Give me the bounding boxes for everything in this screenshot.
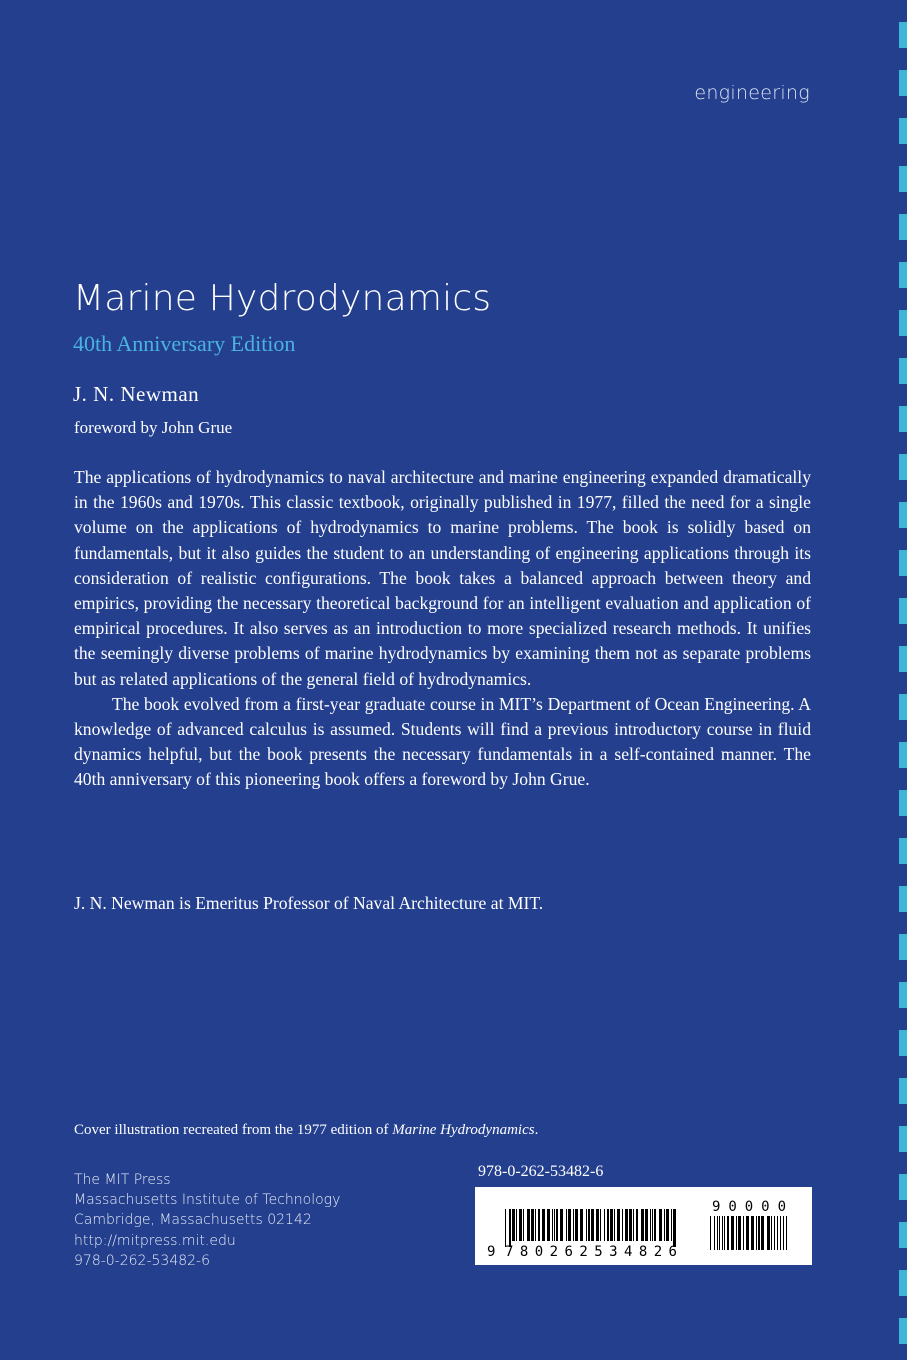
category-label: engineering [694, 82, 810, 104]
barcode-bar [625, 1209, 628, 1241]
barcode-main-digits: 780262534826 [505, 1244, 677, 1260]
isbn-barcode [475, 1187, 812, 1265]
barcode-bar [600, 1209, 601, 1241]
barcode-bar [654, 1209, 656, 1241]
barcode-bar [604, 1209, 605, 1241]
barcode-bar [622, 1209, 623, 1241]
barcode-bar [771, 1216, 772, 1250]
barcode-bar [607, 1209, 609, 1241]
barcode-bar [586, 1209, 587, 1241]
barcode-bar [516, 1209, 517, 1241]
cover-credit [74, 1122, 538, 1139]
barcode-bar [717, 1216, 718, 1250]
barcode-bar [610, 1209, 613, 1241]
cover-credit-prefix: Cover illustration recreated from the 1977 edition of [74, 1122, 393, 1138]
cover-credit-suffix: . [534, 1122, 539, 1138]
barcode-graphic [475, 1187, 812, 1265]
barcode-bar [731, 1216, 734, 1250]
barcode-bar [596, 1209, 599, 1241]
barcode-bar [714, 1216, 715, 1250]
barcode-bar [743, 1216, 744, 1250]
barcode-bar [575, 1209, 578, 1241]
barcode-bar [666, 1209, 669, 1241]
barcode-bar [774, 1216, 775, 1250]
barcode-bar [758, 1216, 760, 1250]
barcode-price-bars [710, 1216, 787, 1250]
barcode-bar [719, 1216, 720, 1250]
barcode-bar [751, 1216, 754, 1250]
description-paragraph: The book evolved from a first-year graduate course in MIT’s Department of Ocean Engineering. A knowledge of advanced calculus is assumed. Students will find a previous introductory course in fluid dynamics helpful, but the book presents the necessary fundamentals in a self-contained manner. The 40th anniversary of this pioneering book offers a foreword by John Grue. [74, 693, 811, 790]
barcode-bar [535, 1209, 536, 1241]
barcode-bar [786, 1216, 787, 1250]
barcode-bar [554, 1209, 555, 1241]
barcode-bar [591, 1209, 594, 1241]
barcode-bar [566, 1209, 567, 1241]
barcode-bar [542, 1209, 545, 1241]
foreword-credit: foreword by John Grue [74, 418, 233, 437]
barcode-bar [580, 1209, 583, 1241]
description-paragraph: The applications of hydrodynamics to naval architecture and marine engineering expanded dramatically in the 1960s and 1970s. This classic textbook, originally published in 1977, filled the need for a single volume on the applications of hydrodynamics to marine problems. The book is solidly based on fundamentals, but it also guides the student to an understanding of engineering applications through its consideration of realistic configurations. The book takes a balanced approach between theory and empirics, providing the necessary theoretical background for an intelligent evaluation and application of empirical procedures. It also serves as an introduction to more specialized research methods. It unifies the seemingly diverse problems of marine hydrodynamics by examining them not as separate problems but as related applications of the general field of hydrodynamics. [74, 467, 811, 689]
barcode-bar [746, 1216, 749, 1250]
publisher-address: Cambridge, Massachusetts 02142 [74, 1212, 312, 1229]
barcode-bar [531, 1209, 534, 1241]
barcode-bar [664, 1209, 665, 1241]
barcode-bar [736, 1216, 737, 1250]
barcode-bar [527, 1209, 530, 1241]
publisher-isbn: 978-0-262-53482-6 [74, 1252, 211, 1269]
barcode-isbn-label: 978-0-262-53482-6 [478, 1163, 604, 1180]
barcode-bar [645, 1209, 648, 1241]
barcode-bar [727, 1216, 729, 1250]
barcode-bar [780, 1216, 781, 1250]
barcode-bar [710, 1216, 711, 1250]
barcode-bar [509, 1209, 511, 1247]
barcode-bar [614, 1209, 615, 1241]
barcode-bar [650, 1209, 651, 1241]
barcode-bar [560, 1209, 563, 1241]
barcode-bar [738, 1216, 741, 1250]
book-description [74, 465, 811, 793]
barcode-main-bars [505, 1209, 676, 1247]
barcode-bar [659, 1209, 662, 1241]
publisher-institution: Massachusetts Institute of Technology [74, 1192, 341, 1209]
edition-subtitle: 40th Anniversary Edition [73, 331, 296, 356]
barcode-bar [652, 1209, 653, 1241]
barcode-bar [588, 1209, 590, 1241]
barcode-bar [673, 1209, 676, 1247]
cover-credit-book-title: Marine Hydrodynamics [392, 1122, 535, 1138]
barcode-bar [641, 1209, 644, 1241]
barcode-bar [761, 1216, 764, 1250]
barcode-bar [519, 1209, 522, 1241]
publisher-name: The MIT Press [74, 1172, 171, 1188]
barcode-bar [767, 1216, 770, 1250]
barcode-bar [636, 1209, 638, 1241]
publisher-url: http://mitpress.mit.edu [74, 1232, 236, 1249]
barcode-bar [547, 1209, 550, 1241]
barcode-bar [756, 1216, 757, 1250]
barcode-bar [724, 1216, 725, 1250]
barcode-bar [617, 1209, 620, 1241]
barcode-bar [556, 1209, 558, 1241]
book-title: Marine Hydrodynamics [73, 278, 492, 319]
barcode-bar [671, 1209, 672, 1241]
publisher-block [74, 1170, 340, 1271]
barcode-bar [629, 1209, 632, 1241]
barcode-bar [777, 1216, 778, 1250]
barcode-bar [552, 1209, 553, 1241]
barcode-bar [538, 1209, 540, 1241]
barcode-bar [568, 1209, 571, 1241]
barcode-bar [573, 1209, 574, 1241]
barcode-bar [633, 1209, 634, 1241]
barcode-lead-digit: 9 [487, 1244, 496, 1260]
author-name: J. N. Newman [73, 382, 200, 406]
barcode-bar [505, 1209, 506, 1247]
barcode-price-digits: 90000 [712, 1199, 786, 1215]
edge-color-strip [899, 0, 907, 1360]
author-bio: J. N. Newman is Emeritus Professor of Naval Architecture at MIT. [74, 893, 544, 913]
barcode-bar [783, 1216, 784, 1250]
barcode-bar [512, 1209, 515, 1241]
barcode-bar [523, 1209, 524, 1241]
barcode-bar [722, 1216, 723, 1250]
